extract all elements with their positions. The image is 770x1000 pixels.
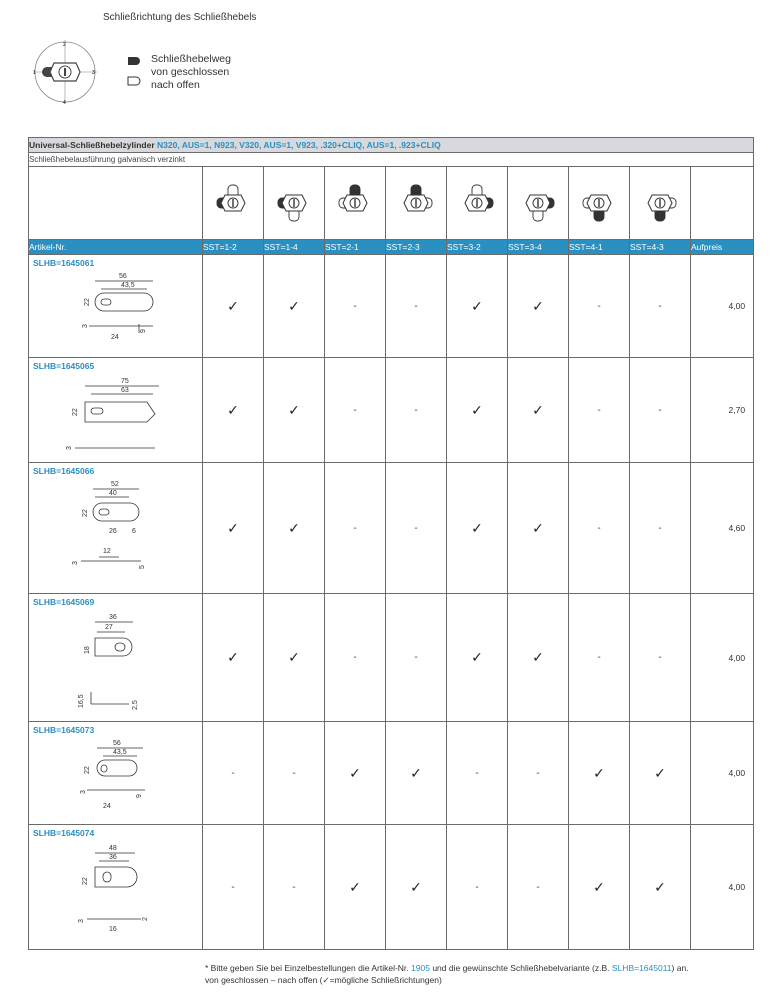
col-sst-4-3: SST=4-3	[630, 240, 691, 255]
article-number: SLHB=1645069	[33, 597, 95, 607]
pictogram-4-3	[630, 167, 691, 240]
checkmark: ✓	[203, 255, 264, 358]
lock-pictogram-icon	[386, 167, 447, 237]
legend-line-2: von geschlossen	[151, 66, 230, 78]
table-subtitle: Schließhebelausführung galvanisch verzinkt	[29, 153, 754, 167]
dimension-label: 22	[82, 509, 89, 517]
dimension-label: 40	[109, 490, 117, 497]
checkmark: ✓	[203, 358, 264, 463]
table-row	[29, 463, 754, 594]
lock-direction-diagram-icon	[30, 38, 100, 108]
article-cell	[29, 463, 203, 594]
not-available-mark: -	[264, 825, 325, 950]
checkmark: ✓	[264, 463, 325, 594]
article-cell	[29, 358, 203, 463]
checkmark: ✓	[264, 594, 325, 722]
price-cell: 4,00	[691, 594, 754, 722]
dimension-label: 56	[119, 273, 127, 280]
dimension-label: 43,5	[121, 282, 135, 289]
article-cell	[29, 594, 203, 722]
pictogram-1-2	[203, 167, 264, 240]
dimension-label: 16	[109, 926, 117, 933]
price-cell: 4,00	[691, 722, 754, 825]
dimension-label: 3	[78, 919, 85, 923]
price-cell: 4,00	[691, 825, 754, 950]
not-available-mark: -	[325, 594, 386, 722]
svg-text:1: 1	[33, 70, 36, 76]
closed-path-icon	[127, 56, 141, 66]
dimension-label: 22	[84, 766, 91, 774]
not-available-mark: -	[325, 255, 386, 358]
price-cell: 2,70	[691, 358, 754, 463]
table-row	[29, 255, 754, 358]
article-number: SLHB=1645065	[33, 361, 95, 371]
pictogram-3-2	[447, 167, 508, 240]
checkmark: ✓	[264, 358, 325, 463]
dimension-label: 26	[109, 528, 117, 535]
lock-pictogram-icon	[264, 167, 325, 237]
lock-pictogram-icon	[508, 167, 569, 237]
lever-drawing	[29, 736, 159, 818]
direction-pictogram-row	[29, 167, 754, 240]
pictogram-1-4	[264, 167, 325, 240]
dimension-label: 3	[72, 561, 79, 565]
col-sst-4-1: SST=4-1	[569, 240, 630, 255]
col-sst-1-4: SST=1-4	[264, 240, 325, 255]
not-available-mark: -	[386, 255, 447, 358]
pictogram-3-4	[508, 167, 569, 240]
dimension-label: 5	[139, 565, 146, 569]
checkmark: ✓	[447, 463, 508, 594]
not-available-mark: -	[264, 722, 325, 825]
table-title-row	[29, 138, 754, 153]
lock-pictogram-icon	[447, 167, 508, 237]
footnote-article: 1905	[411, 963, 430, 973]
table-row	[29, 722, 754, 825]
dimension-label: 36	[109, 614, 117, 621]
dimension-label: 3	[82, 324, 89, 328]
page-caption: Schließrichtung des Schließhebels	[103, 12, 257, 23]
checkmark: ✓	[386, 722, 447, 825]
checkmark: ✓	[203, 463, 264, 594]
checkmark: ✓	[264, 255, 325, 358]
lock-pictogram-icon	[569, 167, 630, 237]
not-available-mark: -	[447, 825, 508, 950]
not-available-mark: -	[386, 358, 447, 463]
footnote-text-a: * Bitte geben Sie bei Einzelbestellungen die Artikel-Nr.	[205, 963, 409, 973]
checkmark: ✓	[508, 463, 569, 594]
not-available-mark: -	[386, 463, 447, 594]
pictogram-2-1	[325, 167, 386, 240]
price-cell: 4,00	[691, 255, 754, 358]
dimension-label: 24	[111, 334, 119, 341]
table-row	[29, 358, 754, 463]
checkmark: ✓	[508, 255, 569, 358]
lock-pictogram-icon	[630, 167, 691, 237]
dimension-label: 16,5	[78, 694, 85, 708]
dimension-label: 2	[142, 917, 149, 921]
dimension-label: 56	[113, 740, 121, 747]
not-available-mark: -	[203, 825, 264, 950]
checkmark: ✓	[325, 722, 386, 825]
svg-text:2: 2	[63, 42, 66, 48]
checkmark: ✓	[203, 594, 264, 722]
lock-pictogram-icon	[325, 167, 386, 237]
svg-text:4: 4	[63, 100, 66, 106]
footnote	[205, 962, 689, 986]
footnote-example: SLHB=1645011	[611, 963, 672, 973]
checkmark: ✓	[447, 358, 508, 463]
dimension-label: 3	[66, 446, 73, 450]
col-aufpreis: Aufpreis	[691, 240, 754, 255]
not-available-mark: -	[325, 358, 386, 463]
not-available-mark: -	[569, 594, 630, 722]
checkmark: ✓	[508, 594, 569, 722]
dimension-label: 75	[121, 378, 129, 385]
pictogram-blank-end	[691, 167, 754, 240]
dimension-label: 48	[109, 845, 117, 852]
pictogram-4-1	[569, 167, 630, 240]
dimension-label: 18	[84, 646, 91, 654]
article-number: SLHB=1645074	[33, 828, 95, 838]
checkmark: ✓	[325, 825, 386, 950]
lever-drawing	[29, 839, 159, 941]
lever-drawing	[29, 608, 159, 715]
dimension-label: 22	[84, 298, 91, 306]
checkmark: ✓	[447, 255, 508, 358]
not-available-mark: -	[569, 358, 630, 463]
article-number: SLHB=1645066	[33, 466, 95, 476]
article-cell	[29, 825, 203, 950]
dimension-label: 52	[111, 481, 119, 488]
dimension-label: 24	[103, 803, 111, 810]
dimension-label: 22	[72, 408, 79, 416]
dimension-label: 9	[140, 329, 147, 333]
checkmark: ✓	[630, 722, 691, 825]
col-sst-2-1: SST=2-1	[325, 240, 386, 255]
lock-pictogram-icon	[203, 167, 264, 237]
checkmark: ✓	[386, 825, 447, 950]
pictogram-blank	[29, 167, 203, 240]
dimension-label: 2,5	[132, 700, 139, 710]
footnote-line-2: von geschlossen – nach offen (✓=mögliche Schließrichtungen)	[205, 975, 442, 985]
table-row	[29, 594, 754, 722]
col-sst-1-2: SST=1-2	[203, 240, 264, 255]
not-available-mark: -	[569, 463, 630, 594]
checkmark: ✓	[508, 358, 569, 463]
not-available-mark: -	[447, 722, 508, 825]
not-available-mark: -	[630, 463, 691, 594]
not-available-mark: -	[386, 594, 447, 722]
price-cell: 4,60	[691, 463, 754, 594]
article-cell	[29, 255, 203, 358]
dimension-label: 27	[105, 624, 113, 631]
col-artikel: Artikel-Nr.	[29, 240, 203, 255]
svg-text:3: 3	[92, 70, 95, 76]
checkmark: ✓	[569, 825, 630, 950]
footnote-text-b: und die gewünschte Schließhebelvariante (z.B.	[432, 963, 610, 973]
not-available-mark: -	[630, 358, 691, 463]
not-available-mark: -	[630, 594, 691, 722]
table-row	[29, 825, 754, 950]
dimension-label: 43,5	[113, 749, 127, 756]
not-available-mark: -	[508, 722, 569, 825]
dimension-label: 36	[109, 854, 117, 861]
open-path-icon	[127, 76, 141, 86]
not-available-mark: -	[569, 255, 630, 358]
product-table	[28, 137, 754, 950]
footnote-text-c: ) an.	[671, 963, 689, 973]
dimension-label: 9	[136, 794, 143, 798]
lever-drawing	[29, 269, 159, 351]
article-cell	[29, 722, 203, 825]
article-number: SLHB=1645061	[33, 258, 95, 268]
checkmark: ✓	[569, 722, 630, 825]
legend-line-3: nach offen	[151, 79, 200, 91]
column-header-row	[29, 240, 754, 255]
table-subtitle-row	[29, 153, 754, 167]
not-available-mark: -	[508, 825, 569, 950]
dimension-label: 63	[121, 387, 129, 394]
dimension-label: 3	[80, 790, 87, 794]
not-available-mark: -	[203, 722, 264, 825]
dimension-label: 22	[82, 877, 89, 885]
col-sst-3-2: SST=3-2	[447, 240, 508, 255]
lever-drawing	[29, 372, 159, 454]
not-available-mark: -	[630, 255, 691, 358]
checkmark: ✓	[447, 594, 508, 722]
pictogram-2-3	[386, 167, 447, 240]
col-sst-2-3: SST=2-3	[386, 240, 447, 255]
dimension-label: 12	[103, 548, 111, 555]
table-models: N320, AUS=1, N923, V320, AUS=1, V923, .320+CLIQ, AUS=1, .923+CLIQ	[157, 140, 441, 150]
legend-line-1: Schließhebelweg	[151, 53, 231, 65]
dimension-label: 6	[132, 528, 136, 535]
lever-drawing	[29, 477, 159, 584]
not-available-mark: -	[325, 463, 386, 594]
checkmark: ✓	[630, 825, 691, 950]
article-number: SLHB=1645073	[33, 725, 95, 735]
table-title: Universal-Schließhebelzylinder	[29, 140, 155, 150]
col-sst-3-4: SST=3-4	[508, 240, 569, 255]
